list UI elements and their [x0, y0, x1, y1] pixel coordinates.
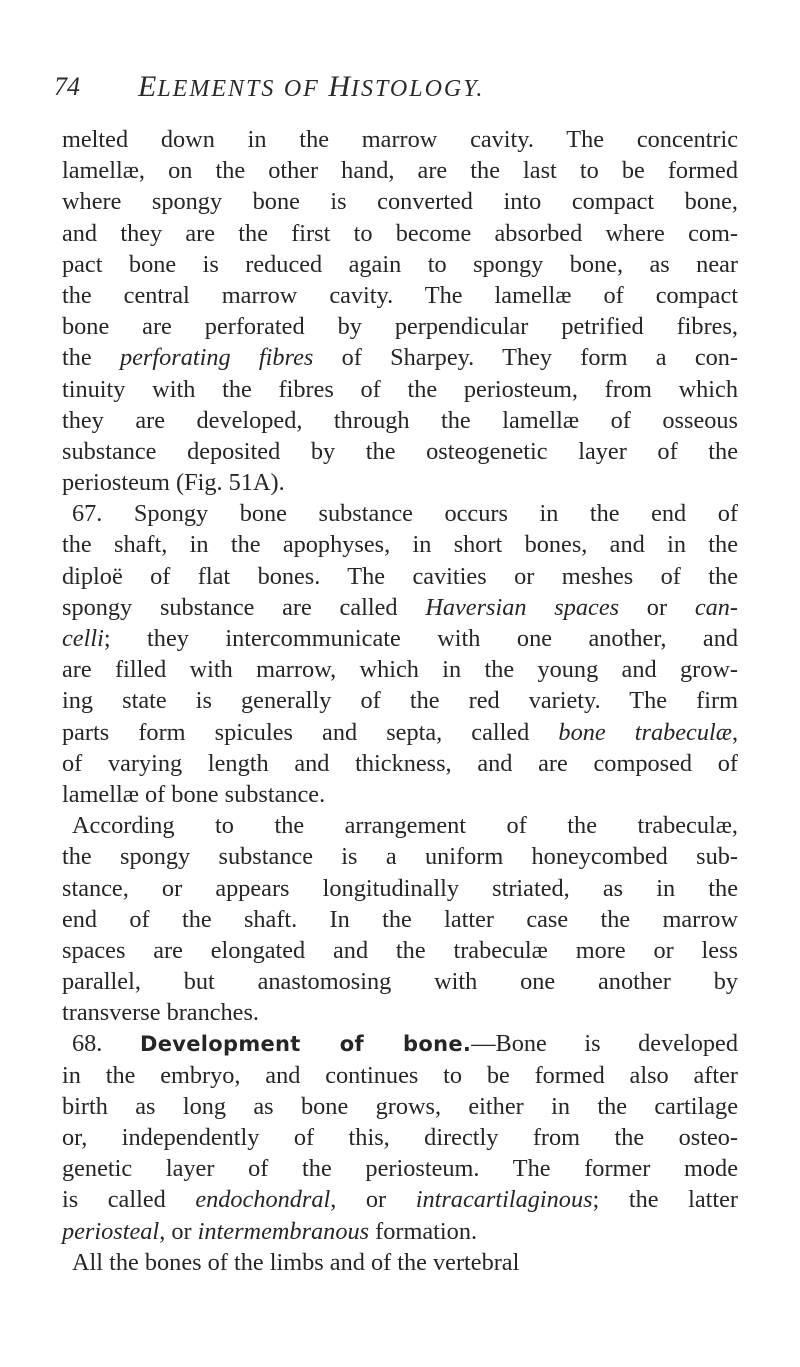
- term-intracartilaginous: intracartilaginous: [415, 1186, 593, 1214]
- running-title: [138, 70, 484, 104]
- term-cancelli-part1: can-: [694, 593, 738, 621]
- text-line: melted down in the marrow cavity. The concentric: [62, 126, 738, 153]
- text-line: According to the arrangement of the trabeculæ,: [72, 812, 738, 840]
- text-line: parts form spicules and septa, called bone trabeculæ,: [62, 718, 739, 746]
- text-line: 67. Spongy bone substance occurs in the end of: [72, 500, 738, 528]
- section-heading-development-of-bone: Development of bone.: [139, 1032, 472, 1057]
- text-line: and they are the first to become absorbed where com-: [62, 219, 738, 247]
- text-line: substance deposited by the osteogenetic layer of the: [62, 437, 738, 465]
- text-line: transverse branches.: [62, 999, 259, 1027]
- page-header: [54, 70, 744, 110]
- text-line: parallel, but anastomosing with one another by: [62, 968, 738, 996]
- text-line: are filled with marrow, which in the young and grow-: [62, 656, 738, 684]
- text-line: end of the shaft. In the latter case the marrow: [62, 905, 738, 933]
- text-line: of varying length and thickness, and are composed of: [62, 749, 738, 777]
- text-line: the central marrow cavity. The lamellæ of compact: [62, 281, 738, 309]
- title-initial-e: E: [138, 70, 158, 103]
- term-perforating-fibres: perforating fibres: [119, 344, 314, 372]
- term-haversian-spaces: Haversian spaces: [425, 593, 620, 621]
- text-line: diploë of flat bones. The cavities or meshes of the: [62, 562, 738, 590]
- term-intermembranous: intermembranous: [197, 1217, 370, 1245]
- text-line: the perforating fibres of Sharpey. They form a con-: [62, 344, 738, 372]
- text-line: lamellæ of bone substance.: [62, 780, 326, 808]
- text-line: celli; they intercommunicate with one another, and: [62, 625, 738, 652]
- text-line: tinuity with the fibres of the periosteum, from which: [62, 375, 738, 403]
- text-line: periosteum (Fig. 51A).: [62, 469, 285, 497]
- text-line: spaces are elongated and the trabeculæ more or less: [62, 936, 738, 964]
- text-line: birth as long as bone grows, either in the cartilage: [62, 1092, 738, 1120]
- term-endochondral: endochondral: [195, 1186, 331, 1214]
- title-word-elements: LEMENTS: [157, 76, 276, 102]
- text-line: pact bone is reduced again to spongy bone, as near: [62, 250, 738, 278]
- text-line: lamellæ, on the other hand, are the last to be formed: [62, 157, 738, 185]
- title-initial-h: H: [328, 70, 352, 103]
- text-line: bone are perforated by perpendicular petrified fibres,: [62, 313, 738, 341]
- term-bone-trabeculae: bone trabeculæ: [558, 718, 732, 746]
- text-line: the shaft, in the apophyses, in short bones, and in the: [62, 531, 738, 559]
- text-line: periosteal, or intermembranous formation.: [62, 1217, 478, 1245]
- title-word-of: OF: [283, 76, 320, 102]
- page-number: 74: [54, 72, 80, 101]
- text-line: or, independently of this, directly from the osteo-: [62, 1124, 738, 1151]
- text-line: the spongy substance is a uniform honeycombed sub-: [62, 843, 738, 871]
- text-line: ing state is generally of the red variety. The firm: [62, 687, 738, 715]
- text-line: is called endochondral, or intracartilaginous; the latter: [62, 1186, 738, 1214]
- text-line: they are developed, through the lamellæ of osseous: [62, 406, 738, 434]
- body-text: [62, 124, 738, 1278]
- text-line: stance, or appears longitudinally striated, as in the: [62, 874, 738, 902]
- title-word-histology: ISTOLOGY.: [351, 76, 485, 102]
- term-cancelli-part2: celli: [62, 625, 104, 652]
- text-line: All the bones of the limbs and of the vertebral: [72, 1248, 520, 1276]
- text-line: genetic layer of the periosteum. The former mode: [62, 1155, 738, 1183]
- text-line: where spongy bone is converted into compact bone,: [62, 188, 738, 216]
- term-periosteal: periosteal: [62, 1217, 160, 1245]
- text-line: in the embryo, and continues to be formed also after: [62, 1061, 738, 1089]
- text-line: 68. Development of bone.—Bone is developed: [72, 1030, 738, 1058]
- text-line: spongy substance are called Haversian spaces or can-: [62, 593, 738, 621]
